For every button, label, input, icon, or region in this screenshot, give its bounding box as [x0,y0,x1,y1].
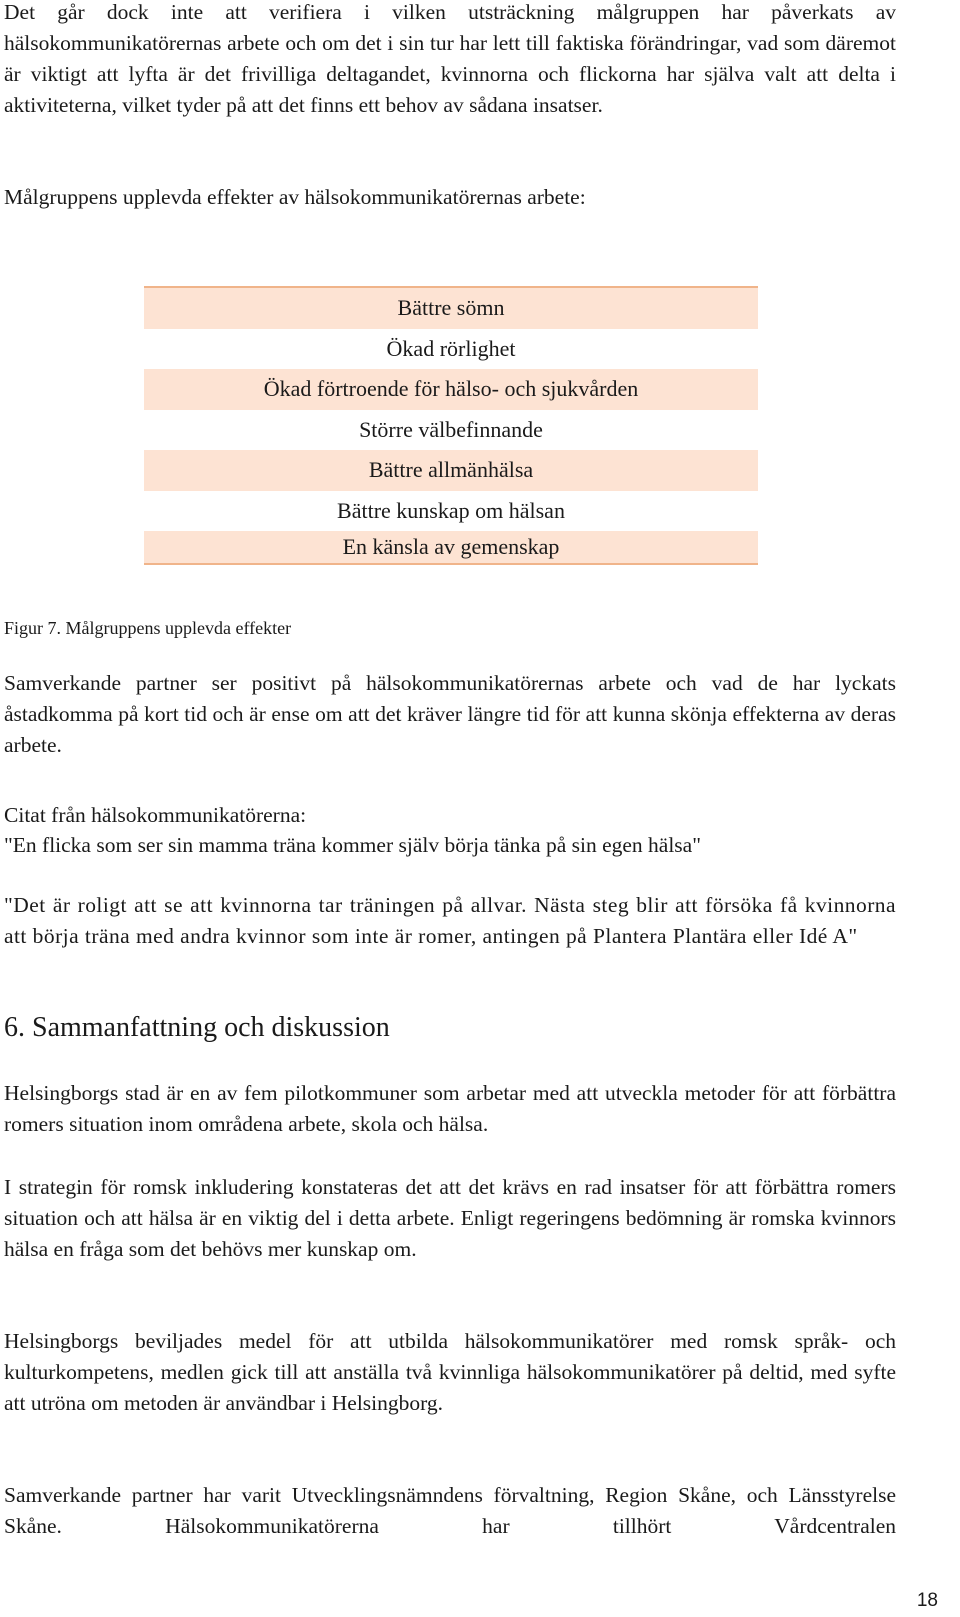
figure-caption: Figur 7. Målgruppens upplevda effekter [4,618,292,638]
section-heading: 6. Sammanfattning och diskussion [4,1012,390,1043]
figure-row: Bättre allmänhälsa [144,450,758,491]
effects-lead-paragraph: Målgruppens upplevda effekter av hälsokommunikatörernas arbete: [4,185,586,209]
summary-paragraph: Helsingborgs beviljades medel för att utbilda hälsokommunikatörer med romsk språk- och kulturkompetens, medlen gick till att anställa två kvinnliga hälsokommunikatörer på deltid, med syfte att utröna om metoden är användbar i Helsingborg. [4,1329,896,1415]
effects-figure [144,286,758,565]
figure-row: Bättre kunskap om hälsan [337,497,565,523]
figure-row: Större välbefinnande [359,416,543,442]
summary-paragraph: Samverkande partner har varit Utvecklingsnämndens förvaltning, Region Skåne, och Länsstyrelse Skåne. Hälsokommunikatörerna har tillhört Vårdcentralen [4,1483,896,1538]
summary-paragraph: Helsingborgs stad är en av fem pilotkommuner som arbetar med att utveckla metoder för att förbättra romers situation inom områdena arbete, skola och hälsa. [4,1081,896,1136]
figure-row: Ökad rörlighet [386,335,516,361]
intro-paragraph: Det går dock inte att verifiera i vilken utsträckning målgruppen har påverkats av hälsokommunikatörernas arbete och om det i sin tur har lett till faktiska förändringar, vad som däremot är viktigt att lyfta är det frivilliga deltagandet, kvinnorna och flickorna har själva valt att delta i aktiviteterna, vilket tyder på att det finns ett behov av sådana insatser. [4,0,896,117]
partners-view-paragraph: Samverkande partner ser positivt på hälsokommunikatörernas arbete och vad de har lyckats åstadkomma på kort tid och är ense om att det kräver längre tid för att kunna skönja effekterna av deras arbete. [4,671,896,757]
figure-row: Ökad förtroende för hälso- och sjukvården [144,369,758,410]
quotes-heading: Citat från hälsokommunikatörerna: [4,803,307,827]
figure-row: En känsla av gemenskap [144,531,758,563]
quote-paragraph: "Det är roligt att se att kvinnorna tar träningen på allvar. Nästa steg blir att försöka få kvinnorna att börja träna med andra kvinnor som inte är romer, antingen på Plantera Plantära eller Idé A" [4,893,896,948]
summary-paragraph: I strategin för romsk inkludering konstateras det att det krävs en rad insatser för att förbättra romers situation och att hälsa är en viktig del i detta arbete. Enligt regeringens bedömning är romska kvinnors hälsa en fråga som det behövs mer kunskap om. [4,1175,896,1261]
figure-row: Bättre sömn [144,288,758,329]
quote-paragraph: "En flicka som ser sin mamma träna kommer själv börja tänka på sin egen hälsa" [4,833,701,857]
page-number: 18 [916,1590,938,1611]
